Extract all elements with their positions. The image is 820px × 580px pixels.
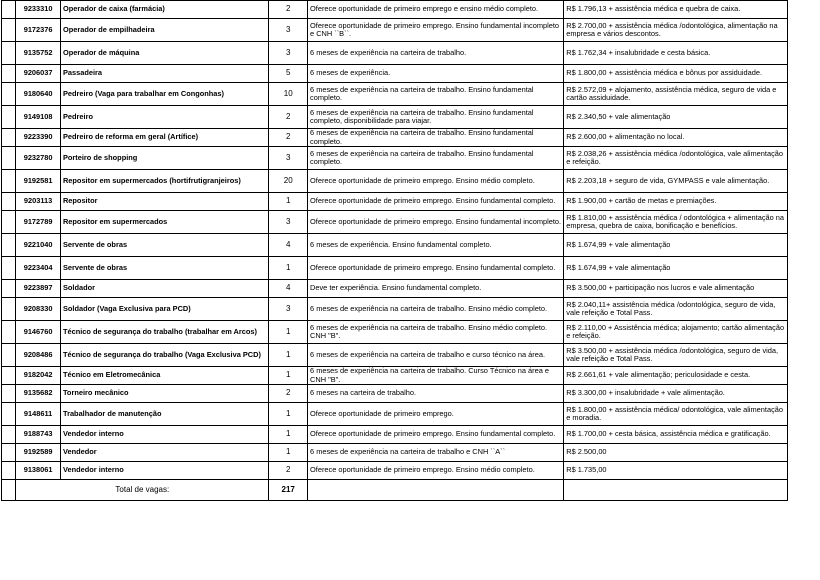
- job-title: Servente de obras: [60, 234, 268, 257]
- blank-cell: [2, 65, 16, 83]
- job-requirements: 6 meses de experiência na carteira de trabalho. Ensino fundamental completo, disponibilidade para viajar.: [308, 106, 564, 129]
- job-title: Técnico em Eletromecânica: [60, 367, 268, 385]
- job-requirements: 6 meses de experiência na carteira de trabalho. Ensino fundamental completo.: [308, 129, 564, 147]
- vacancy-count: 3: [269, 19, 308, 42]
- blank-cell: [2, 403, 16, 426]
- job-title: Passadeira: [60, 65, 268, 83]
- vacancy-code: 9180640: [16, 83, 61, 106]
- blank-cell: [2, 321, 16, 344]
- vacancy-code: 9146760: [16, 321, 61, 344]
- job-vacancies-table: [1, 0, 788, 501]
- salary-benefits: R$ 1.900,00 + cartão de metas e premiações.: [564, 193, 788, 211]
- vacancy-code: 9232780: [16, 147, 61, 170]
- job-requirements: 6 meses de experiência na carteira de trabalho e CNH ``A``: [308, 444, 564, 462]
- vacancy-code: 9208330: [16, 298, 61, 321]
- job-requirements: Oferece oportunidade de primeiro emprego. Ensino fundamental completo.: [308, 257, 564, 280]
- blank-cell: [2, 444, 16, 462]
- table-row: [2, 170, 788, 193]
- salary-benefits: R$ 2.040,11+ assistência médica /odontológica, seguro de vida, vale refeição e Total Pass.: [564, 298, 788, 321]
- table-row: [2, 280, 788, 298]
- vacancy-code: 9206037: [16, 65, 61, 83]
- blank-cell: [2, 234, 16, 257]
- salary-benefits: R$ 1.735,00: [564, 462, 788, 480]
- table-row: [2, 106, 788, 129]
- salary-benefits: R$ 2.572,09 + alojamento, assistência médica, seguro de vida e cartão assiduidade.: [564, 83, 788, 106]
- job-requirements: Oferece oportunidade de primeiro emprego. Ensino médio completo.: [308, 462, 564, 480]
- salary-benefits: R$ 1.810,00 + assistência médica / odontológica + alimentação na empresa, quebra de caixa, bonificação e benefícios.: [564, 211, 788, 234]
- blank-cell: [2, 170, 16, 193]
- vacancy-code: 9223897: [16, 280, 61, 298]
- salary-benefits: R$ 1.674,99 + vale alimentação: [564, 234, 788, 257]
- job-title: Porteiro de shopping: [60, 147, 268, 170]
- table-row: [2, 193, 788, 211]
- vacancy-code: 9192581: [16, 170, 61, 193]
- job-title: Técnico de segurança do trabalho (Vaga Exclusiva PCD): [60, 344, 268, 367]
- job-title: Pedreiro de reforma em geral (Artífice): [60, 129, 268, 147]
- job-requirements: Oferece oportunidade de primeiro emprego e ensino médio completo.: [308, 1, 564, 19]
- job-requirements: Oferece oportunidade de primeiro emprego.: [308, 403, 564, 426]
- vacancy-code: 9135752: [16, 42, 61, 65]
- vacancy-code: 9192589: [16, 444, 61, 462]
- vacancy-count: 1: [269, 193, 308, 211]
- table-row: [2, 367, 788, 385]
- vacancy-code: 9208486: [16, 344, 61, 367]
- job-title: Repositor em supermercados (hortifrutigranjeiros): [60, 170, 268, 193]
- job-requirements: Oferece oportunidade de primeiro emprego. Ensino fundamental incompleto e CNH ``B``.: [308, 19, 564, 42]
- blank-cell: [2, 426, 16, 444]
- table-row: [2, 344, 788, 367]
- blank-cell: [2, 344, 16, 367]
- salary-benefits: R$ 1.800,00 + assistência médica/ odontológica, vale alimentação e moradia.: [564, 403, 788, 426]
- blank-cell: [2, 106, 16, 129]
- blank-cell: [2, 298, 16, 321]
- salary-benefits: R$ 1.674,99 + vale alimentação: [564, 257, 788, 280]
- table-row: [2, 234, 788, 257]
- table-row: [2, 403, 788, 426]
- salary-benefits: R$ 3.500,00 + participação nos lucros e vale alimentação: [564, 280, 788, 298]
- table-row: [2, 298, 788, 321]
- job-title: Repositor em supermercados: [60, 211, 268, 234]
- vacancy-code: 9138061: [16, 462, 61, 480]
- vacancy-count: 2: [269, 385, 308, 403]
- job-requirements: 6 meses de experiência na carteira de trabalho. Ensino fundamental completo.: [308, 147, 564, 170]
- vacancy-count: 1: [269, 426, 308, 444]
- table-row: [2, 19, 788, 42]
- job-requirements: Deve ter experiência. Ensino fundamental completo.: [308, 280, 564, 298]
- job-title: Trabalhador de manutenção: [60, 403, 268, 426]
- job-requirements: 6 meses de experiência na carteira de trabalho. Ensino médio completo. CNH "B".: [308, 321, 564, 344]
- vacancy-code: 9135682: [16, 385, 61, 403]
- salary-benefits: R$ 2.203,18 + seguro de vida, GYMPASS e vale alimentação.: [564, 170, 788, 193]
- vacancy-count: 4: [269, 234, 308, 257]
- table-body: [2, 1, 788, 501]
- blank-cell: [2, 129, 16, 147]
- salary-benefits: R$ 1.796,13 + assistência médica e quebra de caixa.: [564, 1, 788, 19]
- job-title: Soldador: [60, 280, 268, 298]
- table-row: [2, 129, 788, 147]
- job-title: Técnico de segurança do trabalho (trabalhar em Arcos): [60, 321, 268, 344]
- table-row: [2, 444, 788, 462]
- blank-cell: [2, 462, 16, 480]
- vacancy-code: 9172376: [16, 19, 61, 42]
- vacancy-code: 9221040: [16, 234, 61, 257]
- blank-cell: [2, 42, 16, 65]
- salary-benefits: R$ 3.500,00 + assistência médica /odontológica, seguro de vida, vale refeição e Total Pass.: [564, 344, 788, 367]
- vacancy-code: 9148611: [16, 403, 61, 426]
- job-requirements: Oferece oportunidade de primeiro emprego. Ensino fundamental completo.: [308, 193, 564, 211]
- blank-cell: [2, 367, 16, 385]
- job-title: Servente de obras: [60, 257, 268, 280]
- vacancy-count: 20: [269, 170, 308, 193]
- job-title: Vendedor interno: [60, 462, 268, 480]
- vacancy-count: 3: [269, 147, 308, 170]
- total-label: Total de vagas:: [16, 480, 269, 501]
- job-requirements: 6 meses na carteira de trabalho.: [308, 385, 564, 403]
- salary-benefits: R$ 2.110,00 + Assistência médica; alojamento; cartão alimentação e refeição.: [564, 321, 788, 344]
- job-title: Vendedor: [60, 444, 268, 462]
- salary-benefits: R$ 1.700,00 + cesta básica, assistência médica e gratificação.: [564, 426, 788, 444]
- job-requirements: 6 meses de experiência na carteira de trabalho e curso técnico na área.: [308, 344, 564, 367]
- salary-benefits: R$ 1.800,00 + assistência médica e bônus por assiduidade.: [564, 65, 788, 83]
- vacancy-code: 9182042: [16, 367, 61, 385]
- vacancy-code: 9223390: [16, 129, 61, 147]
- blank-cell: [2, 280, 16, 298]
- table-row: [2, 65, 788, 83]
- vacancy-count: 1: [269, 257, 308, 280]
- vacancy-count: 10: [269, 83, 308, 106]
- vacancy-code: 9188743: [16, 426, 61, 444]
- vacancy-code: 9223404: [16, 257, 61, 280]
- salary-benefits: R$ 2.600,00 + alimentação no local.: [564, 129, 788, 147]
- job-requirements: 6 meses de experiência.: [308, 65, 564, 83]
- salary-benefits: R$ 2.500,00: [564, 444, 788, 462]
- table-row: [2, 1, 788, 19]
- blank-cell: [2, 480, 16, 501]
- job-requirements: 6 meses de experiência na carteira de trabalho. Ensino médio completo.: [308, 298, 564, 321]
- table-row: [2, 385, 788, 403]
- blank-cell: [2, 1, 16, 19]
- blank-cell: [2, 147, 16, 170]
- vacancy-count: 1: [269, 367, 308, 385]
- salary-benefits: R$ 3.300,00 + insalubridade + vale alimentação.: [564, 385, 788, 403]
- job-requirements: Oferece oportunidade de primeiro emprego. Ensino fundamental incompleto.: [308, 211, 564, 234]
- job-title: Soldador (Vaga Exclusiva para PCD): [60, 298, 268, 321]
- vacancy-count: 1: [269, 321, 308, 344]
- salary-benefits: R$ 1.762,34 + insalubridade e cesta básica.: [564, 42, 788, 65]
- job-title: Vendedor interno: [60, 426, 268, 444]
- total-row: [2, 480, 788, 501]
- job-title: Repositor: [60, 193, 268, 211]
- blank-cell: [308, 480, 564, 501]
- table-row: [2, 211, 788, 234]
- vacancy-code: 9172789: [16, 211, 61, 234]
- blank-cell: [2, 193, 16, 211]
- vacancy-count: 2: [269, 1, 308, 19]
- job-title: Operador de máquina: [60, 42, 268, 65]
- vacancy-count: 4: [269, 280, 308, 298]
- table-row: [2, 426, 788, 444]
- blank-cell: [2, 211, 16, 234]
- job-title: Operador de empilhadeira: [60, 19, 268, 42]
- table-row: [2, 257, 788, 280]
- blank-cell: [2, 19, 16, 42]
- table-row: [2, 462, 788, 480]
- salary-benefits: R$ 2.038,26 + assistência médica /odontológica, vale alimentação e refeição.: [564, 147, 788, 170]
- vacancy-count: 2: [269, 129, 308, 147]
- vacancy-code: 9149108: [16, 106, 61, 129]
- total-value: 217: [269, 480, 308, 501]
- vacancy-code: 9203113: [16, 193, 61, 211]
- blank-cell: [2, 257, 16, 280]
- job-requirements: 6 meses de experiência na carteira de trabalho. Ensino fundamental completo.: [308, 83, 564, 106]
- table-row: [2, 321, 788, 344]
- job-requirements: 6 meses de experiência na carteira de trabalho. Curso Técnico na área e CNH "B".: [308, 367, 564, 385]
- salary-benefits: R$ 2.661,61 + vale alimentação; periculosidade e cesta.: [564, 367, 788, 385]
- job-title: Pedreiro (Vaga para trabalhar em Congonhas): [60, 83, 268, 106]
- vacancy-count: 5: [269, 65, 308, 83]
- job-requirements: 6 meses de experiência na carteira de trabalho.: [308, 42, 564, 65]
- vacancy-count: 3: [269, 42, 308, 65]
- blank-cell: [2, 83, 16, 106]
- vacancy-count: 2: [269, 462, 308, 480]
- vacancy-count: 2: [269, 106, 308, 129]
- table-row: [2, 42, 788, 65]
- salary-benefits: R$ 2.700,00 + assistência médica /odontológica, alimentação na empresa e vários descontos.: [564, 19, 788, 42]
- blank-cell: [2, 385, 16, 403]
- blank-cell: [564, 480, 788, 501]
- job-title: Torneiro mecânico: [60, 385, 268, 403]
- vacancy-count: 3: [269, 298, 308, 321]
- job-title: Operador de caixa (farmácia): [60, 1, 268, 19]
- vacancy-count: 3: [269, 211, 308, 234]
- vacancy-code: 9233310: [16, 1, 61, 19]
- salary-benefits: R$ 2.340,50 + vale alimentação: [564, 106, 788, 129]
- job-requirements: 6 meses de experiência. Ensino fundamental completo.: [308, 234, 564, 257]
- job-title: Pedreiro: [60, 106, 268, 129]
- table-row: [2, 83, 788, 106]
- vacancy-count: 1: [269, 403, 308, 426]
- job-requirements: Oferece oportunidade de primeiro emprego. Ensino fundamental completo.: [308, 426, 564, 444]
- vacancy-count: 1: [269, 444, 308, 462]
- job-requirements: Oferece oportunidade de primeiro emprego. Ensino médio completo.: [308, 170, 564, 193]
- table-row: [2, 147, 788, 170]
- vacancy-count: 1: [269, 344, 308, 367]
